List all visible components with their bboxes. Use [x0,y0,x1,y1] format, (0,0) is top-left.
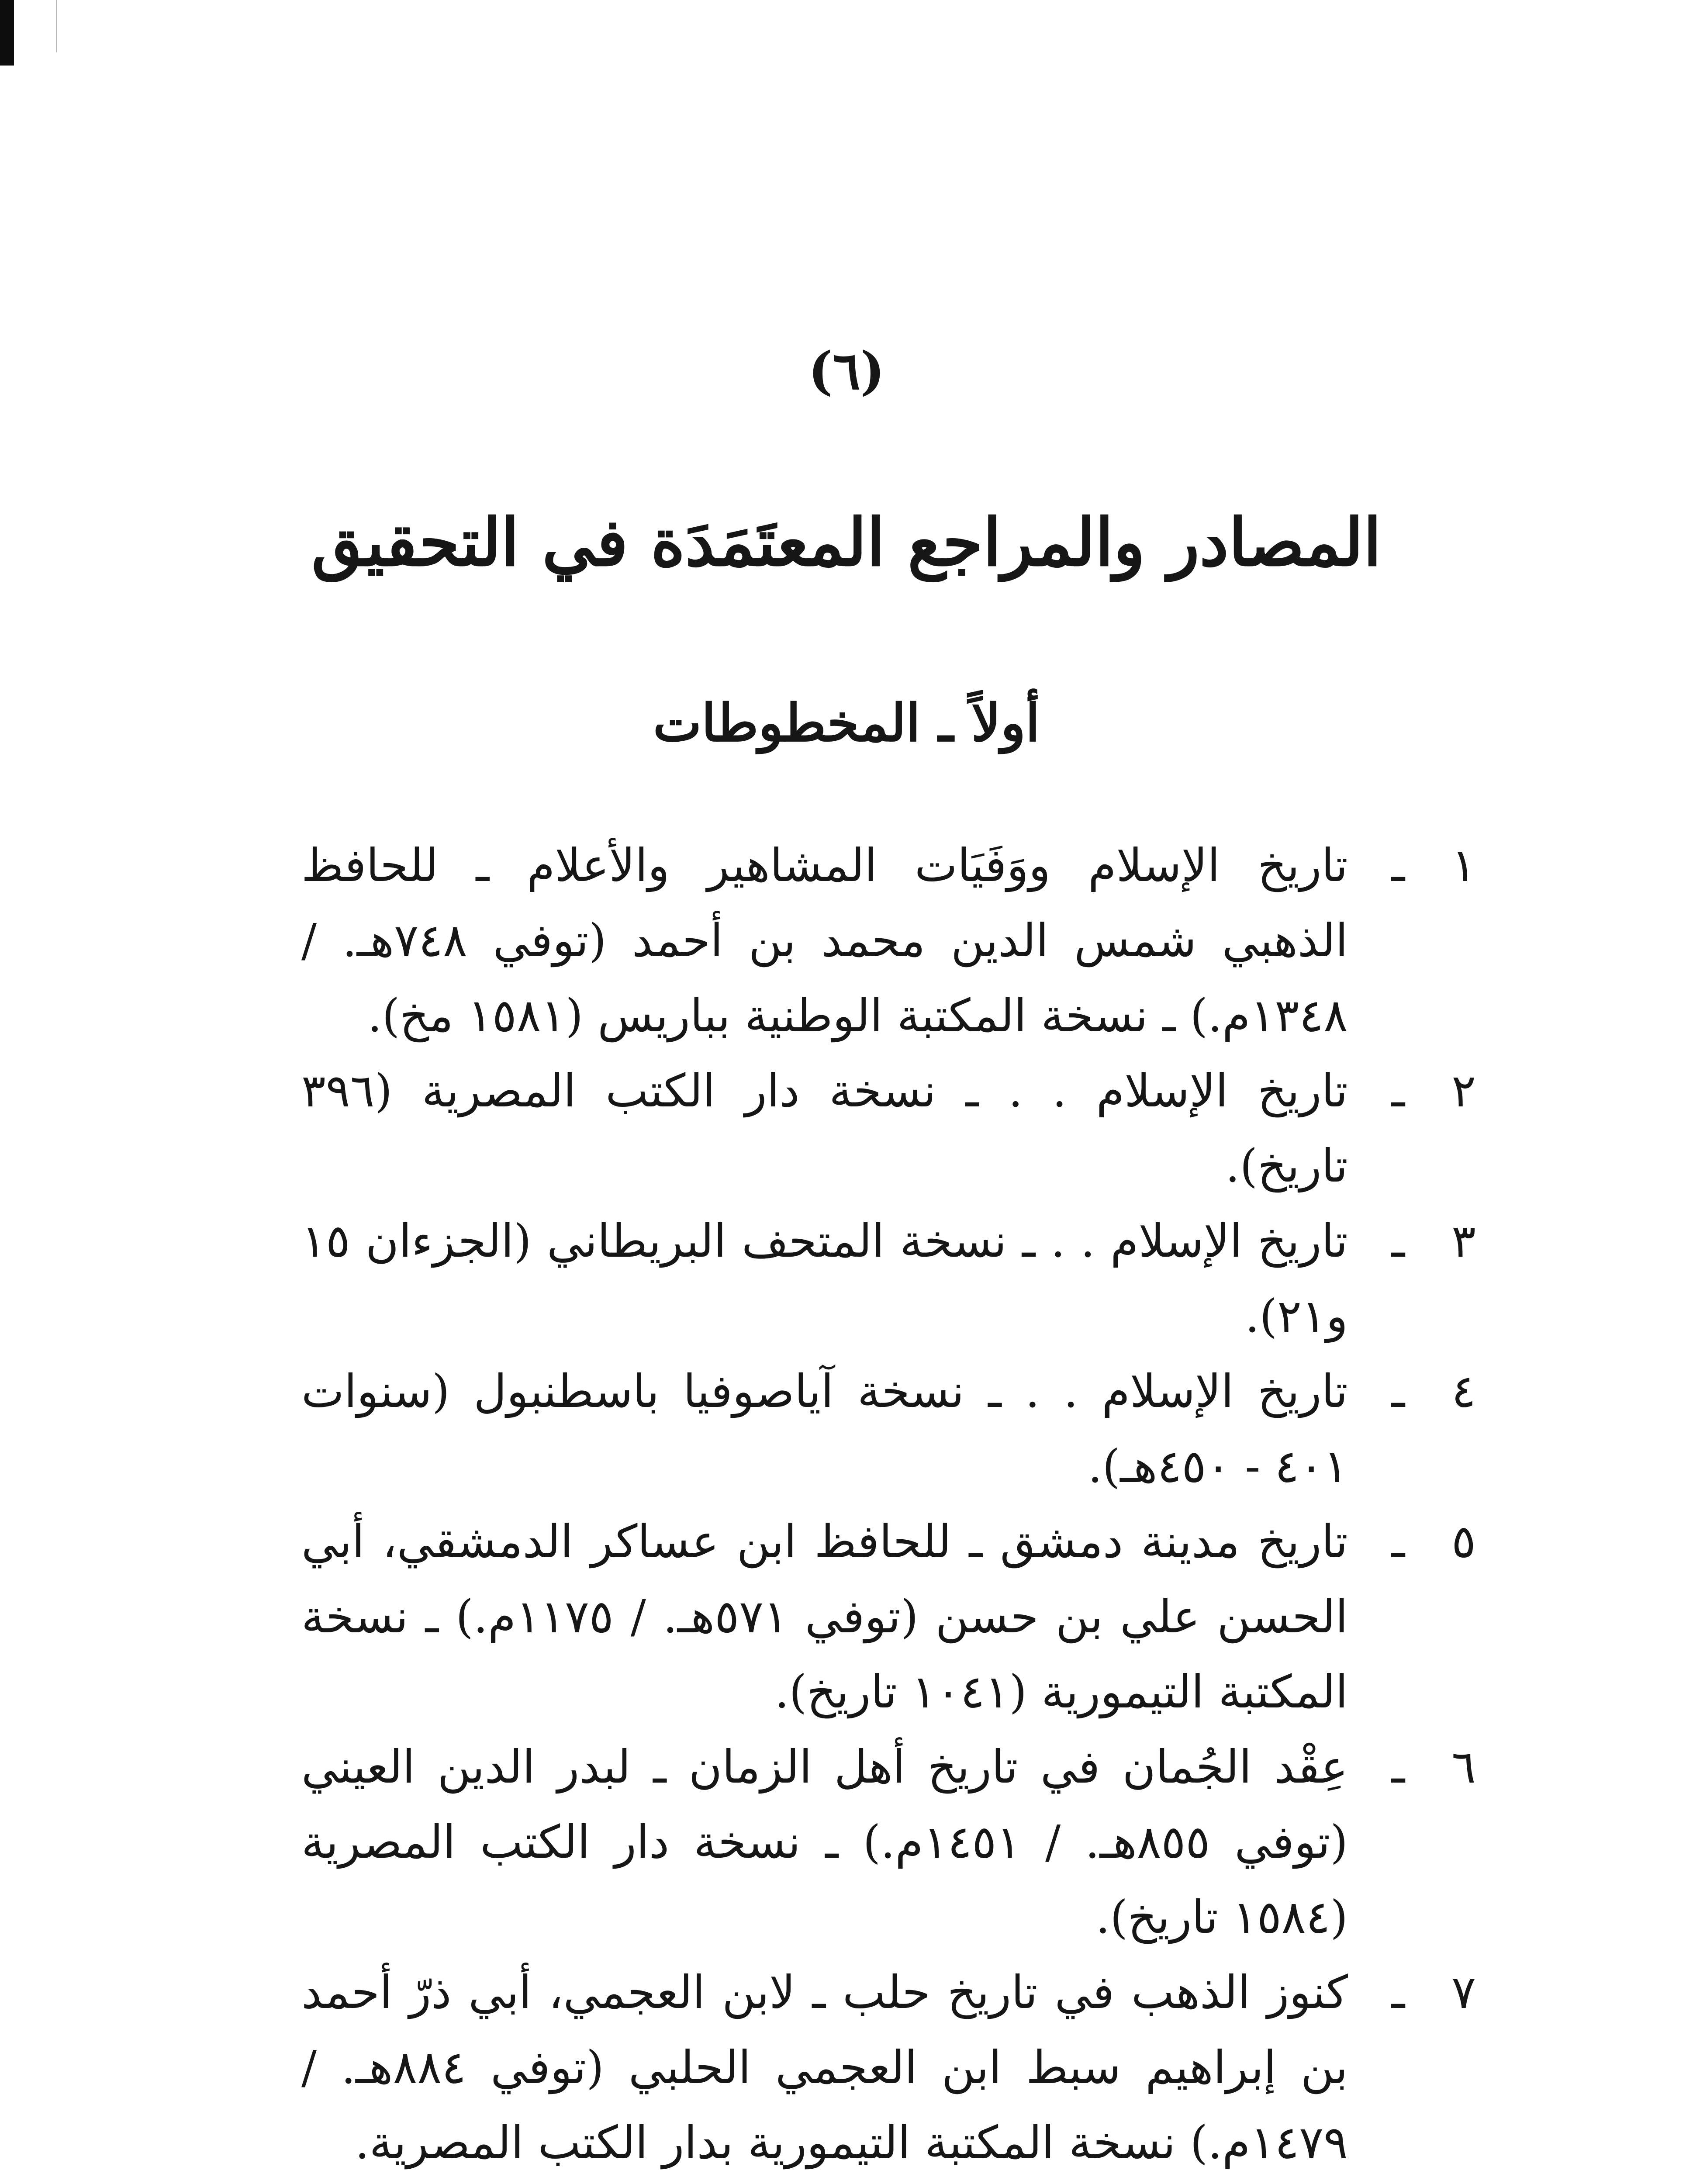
entry-text: تاريخ الإسلام . . ـ نسخة دار الكتب المصرية (٣٩٦ تاريخ). [301,1064,1348,1192]
entry-dash: ـ [1391,1966,1405,2019]
list-item [301,1729,1488,1955]
entry-number: ٥ [1451,1515,1476,1568]
entry-dash: ـ [1391,1214,1405,1268]
list-item [301,1203,1488,1354]
entry-text: تاريخ الإسلام . . ـ نسخة آياصوفيا باسطنبول (سنوات ٤٠١ - ٤٥٠هـ). [301,1365,1348,1493]
list-item [301,1053,1488,1203]
entry-number [1440,2180,1488,2184]
entry-number: ٧ [1451,1966,1476,2019]
entry-dash: ـ [1391,1515,1405,1568]
list-item [301,828,1488,1053]
entry-number: ٢ [1451,1064,1476,1117]
entry-text: عِقْد الجُمان في تاريخ أهل الزمان ـ لبدر الدين العيني (توفي ٨٥٥هـ. / ١٤٥١م.) ـ نسخة دار الكتب المصرية (١٥٨٤ تاريخ). [301,1740,1348,1944]
entry-dash: ـ [1391,839,1405,892]
page-title: المصادر والمراجع المعتَمَدَة في التحقيق [311,504,1382,581]
list-item [301,1354,1488,1504]
entry-dash [1381,2180,1416,2184]
scan-edge-line [56,0,57,52]
entry-dash: ـ [1391,1740,1405,1794]
entry-number: ٤ [1451,1365,1476,1418]
section-number: (٦) [808,340,885,401]
entry-dash: ـ [1391,1064,1405,1117]
section-subtitle: أولاً ـ المخطوطات [653,692,1040,753]
entry-text: تاريخ الإسلام . . ـ نسخة المتحف البريطاني (الجزءان ١٥ و٢١). [301,1214,1348,1343]
entry-text: تاريخ مدينة دمشق ـ للحافظ ابن عساكر الدمشقي، أبي الحسن علي بن حسن (توفي ٥٧١هـ. / ١١٧٥م.) ـ نسخة المكتبة التيمورية (١٠٤١ تاريخ). [301,1515,1348,1718]
entry-number: ١ [1451,839,1476,892]
entry-text: تاريخ الإسلام ووَفَيَات المشاهير والأعلام ـ للحافظ الذهبي شمس الدين محمد بن أحمد (توفي ٧٤٨هـ. / ١٣٤٨م.) ـ نسخة المكتبة الوطنية بباريس (١٥٨١ مخ). [301,839,1348,1042]
entry-number: ٣ [1451,1214,1476,1268]
scan-edge-mark [0,0,14,66]
list-item [301,1955,1488,2180]
entry-dash: ـ [1391,1365,1405,1418]
list-item [301,2180,1488,2184]
entry-number: ٦ [1451,1740,1476,1794]
list-item [301,1504,1488,1729]
manuscript-list [301,828,1488,2184]
entry-text: كنوز الذهب في تاريخ حلب ـ لابن العجمي، أبي ذرّ أحمد بن إبراهيم سبط ابن العجمي الحلبي (توفي ٨٨٤هـ. / ١٤٧٩م.) نسخة المكتبة التيمورية بدار الكتب المصرية. [301,1966,1348,2169]
